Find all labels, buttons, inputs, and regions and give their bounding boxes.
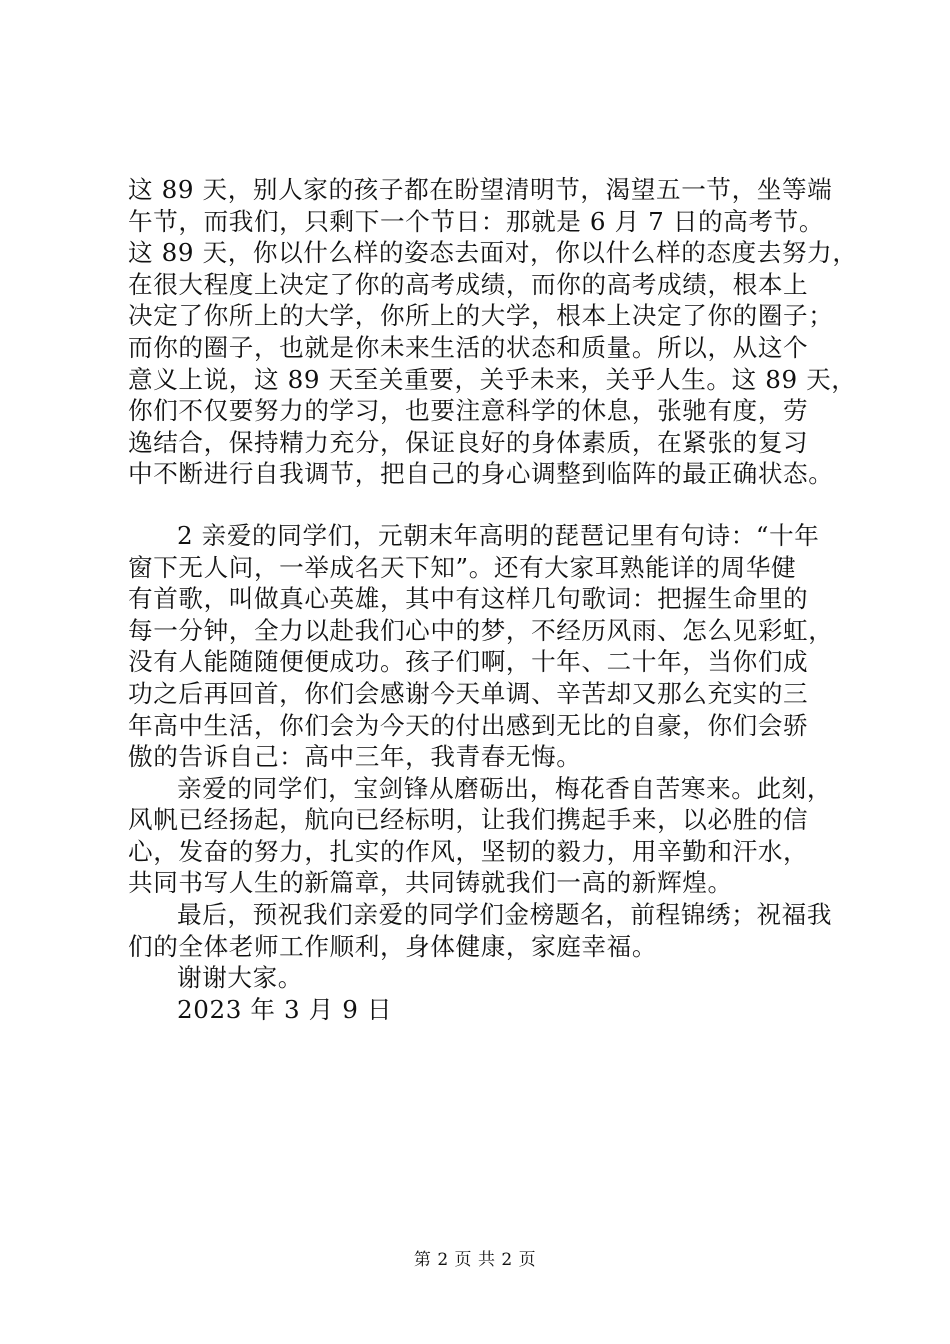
text-line: 午节，而我们，只剩下一个节日：那就是 6 月 7 日的高考节。 <box>128 206 825 236</box>
document-body <box>128 174 858 1025</box>
text-line: 中不断进行自我调节，把自己的身心调整到临阵的最正确状态。 <box>128 459 834 489</box>
closing-thanks <box>128 962 848 994</box>
paragraph-4 <box>128 899 848 962</box>
paragraph-3 <box>128 773 848 899</box>
paragraph-2 <box>128 520 848 773</box>
text-line: 你们不仅要努力的学习，也要注意科学的休息，张驰有度，劳 <box>128 396 809 426</box>
text-line: 没有人能随随便便成功。孩子们啊，十年、二十年，当你们成 <box>128 647 809 677</box>
text-line: 这 89 天，别人家的孩子都在盼望清明节，渴望五一节，坐等端 <box>128 175 833 204</box>
text-line: 窗下无人问，一举成名天下知”。还有大家耳熟能详的周华健 <box>128 552 797 582</box>
text-line: 心，发奋的努力，扎实的作风，坚韧的毅力，用辛勤和汗水， <box>128 836 809 866</box>
text-line: 每一分钟，全力以赴我们心中的梦，不经历风雨、怎么见彩虹， <box>128 615 834 645</box>
text-line: 2023 年 3 月 9 日 <box>177 994 393 1024</box>
text-line: 共同书写人生的新篇章，共同铸就我们一高的新辉煌。 <box>128 868 733 898</box>
text-line: 年高中生活，你们会为今天的付出感到无比的自豪，你们会骄 <box>128 710 809 740</box>
text-line: 而你的圈子，也就是你未来生活的状态和质量。所以，从这个 <box>128 332 809 362</box>
paragraph-spacer <box>128 490 848 520</box>
text-line: 2 亲爱的同学们，元朝末年高明的琵琶记里有句诗：“十年 <box>177 520 820 550</box>
paragraph-1 <box>128 174 858 490</box>
text-line: 逸结合，保持精力充分，保证良好的身体素质，在紧张的复习 <box>128 427 809 457</box>
text-line: 傲的告诉自己：高中三年，我青春无悔。 <box>128 742 582 772</box>
page-number-label: 第 2 页 共 2 页 <box>413 1250 537 1270</box>
text-line: 谢谢大家。 <box>177 963 303 993</box>
text-line: 在很大程度上决定了你的高考成绩，而你的高考成绩，根本上 <box>128 269 809 299</box>
text-line: 亲爱的同学们，宝剑锋从磨砺出，梅花香自苦寒来。此刻， <box>177 773 833 803</box>
text-line: 最后，预祝我们亲爱的同学们金榜题名，前程锦绣；祝福我 <box>177 900 833 930</box>
text-line: 有首歌，叫做真心英雄，其中有这样几句歌词：把握生命里的 <box>128 584 809 614</box>
text-line: 决定了你所上的大学，你所上的大学，根本上决定了你的圈子； <box>128 301 834 331</box>
text-line: 功之后再回首，你们会感谢今天单调、辛苦却又那么充实的三 <box>128 678 809 708</box>
text-line: 意义上说，这 89 天至关重要，关乎未来，关乎人生。这 89 天， <box>128 364 857 394</box>
text-line: 这 89 天，你以什么样的姿态去面对，你以什么样的态度去努力， <box>128 238 858 268</box>
text-line: 们的全体老师工作顺利，身体健康，家庭幸福。 <box>128 931 658 961</box>
page-footer <box>0 1245 950 1270</box>
text-line: 风帆已经扬起，航向已经标明，让我们携起手来，以必胜的信 <box>128 805 809 835</box>
date-line <box>128 994 848 1026</box>
